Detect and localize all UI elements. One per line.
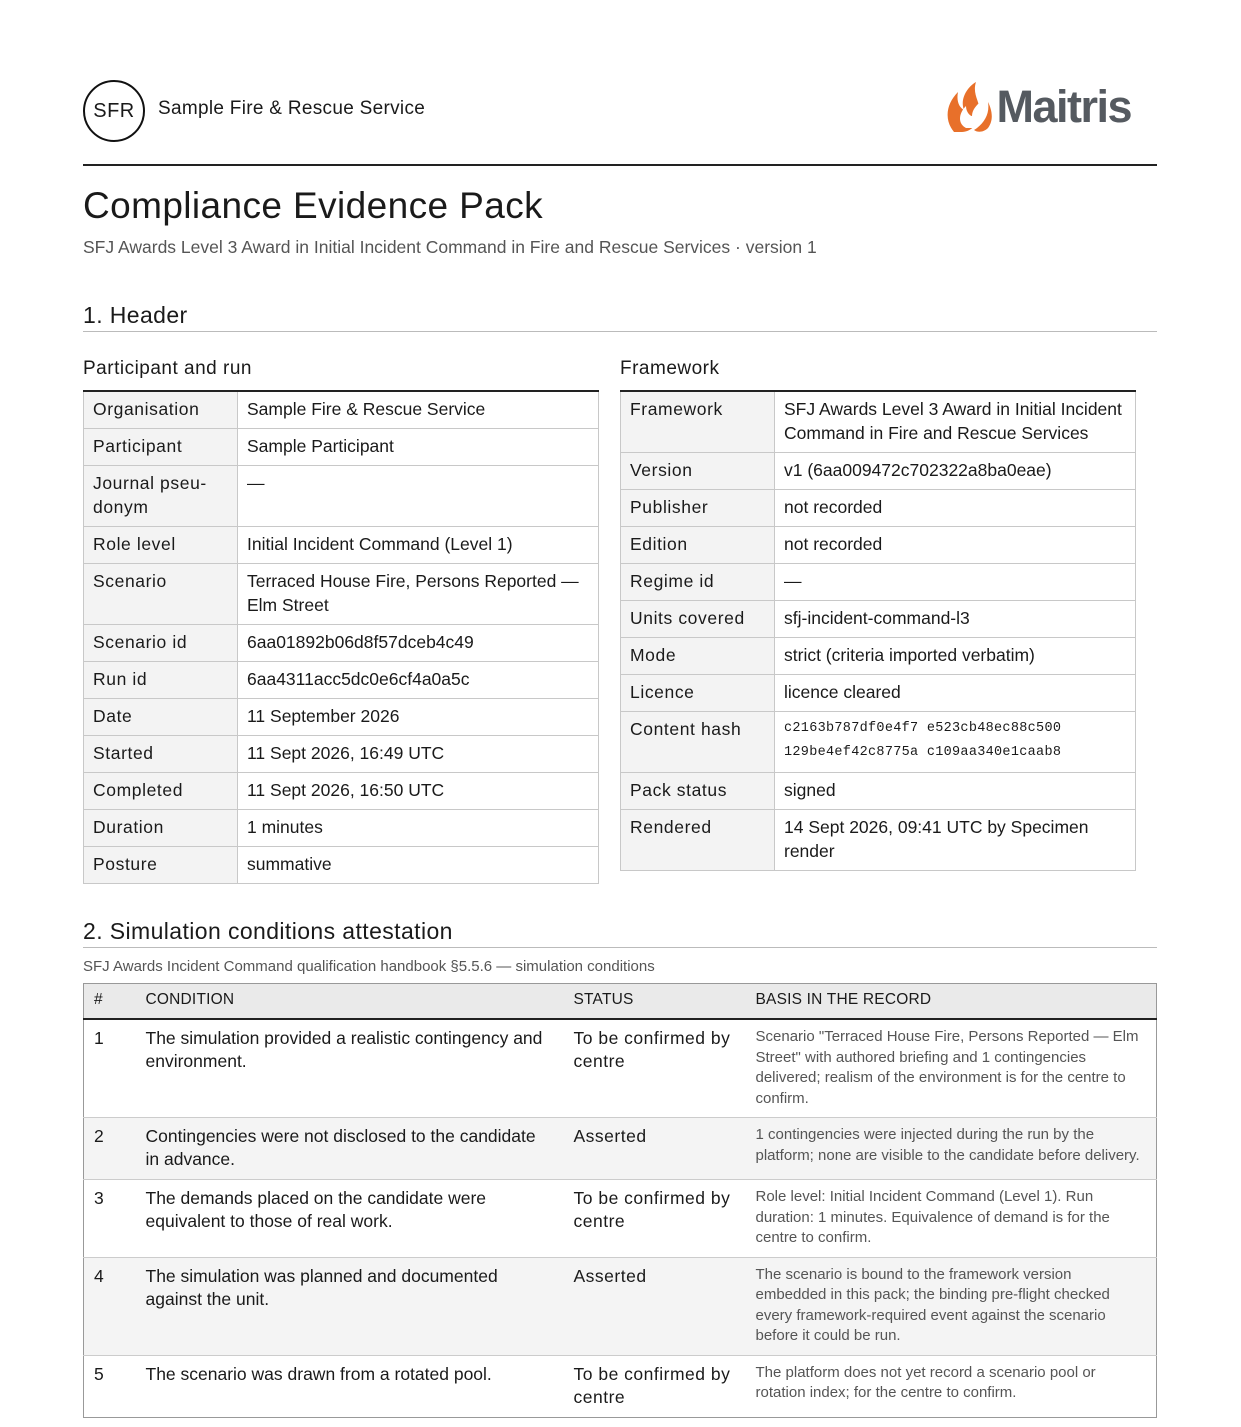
participant-value: 1 minutes bbox=[238, 810, 599, 847]
framework-row bbox=[621, 490, 1136, 527]
framework-row bbox=[621, 675, 1136, 712]
condition-status: To be confirmed by centre bbox=[564, 1355, 746, 1417]
condition-row bbox=[84, 1019, 1157, 1118]
framework-label: Content hash bbox=[621, 712, 775, 773]
framework-value: c2163b787df0e4f7 e523cb48ec88c500 129be4ef42c8775a c109aa340e1caab8 bbox=[775, 712, 1136, 773]
framework-row bbox=[621, 773, 1136, 810]
participant-row bbox=[84, 662, 599, 699]
condition-status: Asserted bbox=[564, 1257, 746, 1355]
participant-row bbox=[84, 699, 599, 736]
condition-text: The demands placed on the candidate were equivalent to those of real work. bbox=[136, 1180, 564, 1258]
participant-row bbox=[84, 429, 599, 466]
column-header-condition: CONDITION bbox=[136, 984, 564, 1020]
participant-value: 11 Sept 2026, 16:50 UTC bbox=[238, 773, 599, 810]
framework-label: Regime id bbox=[621, 564, 775, 601]
participant-label: Scenario id bbox=[84, 625, 238, 662]
framework-table bbox=[620, 390, 1136, 871]
framework-table-title: Framework bbox=[620, 358, 720, 379]
participant-label: Scenario bbox=[84, 564, 238, 625]
document-header bbox=[83, 0, 1157, 166]
condition-number: 4 bbox=[84, 1257, 136, 1355]
framework-label: Rendered bbox=[621, 810, 775, 871]
participant-row bbox=[84, 564, 599, 625]
framework-row bbox=[621, 810, 1136, 871]
framework-value: v1 (6aa009472c702322a8ba0eae) bbox=[775, 453, 1136, 490]
condition-row bbox=[84, 1118, 1157, 1180]
framework-value: 14 Sept 2026, 09:41 UTC by Specimen render bbox=[775, 810, 1136, 871]
participant-value: 11 Sept 2026, 16:49 UTC bbox=[238, 736, 599, 773]
framework-value: licence cleared bbox=[775, 675, 1136, 712]
participant-label: Completed bbox=[84, 773, 238, 810]
participant-label: Date bbox=[84, 699, 238, 736]
condition-text: The scenario was drawn from a rotated pool. bbox=[136, 1355, 564, 1417]
framework-row bbox=[621, 712, 1136, 773]
maitris-logo bbox=[944, 80, 1131, 134]
participant-row bbox=[84, 466, 599, 527]
participant-label: Participant bbox=[84, 429, 238, 466]
framework-label: Publisher bbox=[621, 490, 775, 527]
flame-icon bbox=[944, 80, 994, 134]
condition-basis: The scenario is bound to the framework version embedded in this pack; the binding pre-flight checked every framework-required event against the scenario before it could be run. bbox=[746, 1257, 1157, 1355]
condition-number: 1 bbox=[84, 1019, 136, 1118]
framework-value: sfj-incident-command-l3 bbox=[775, 601, 1136, 638]
conditions-table bbox=[83, 983, 1157, 1418]
framework-label: Licence bbox=[621, 675, 775, 712]
framework-label: Pack status bbox=[621, 773, 775, 810]
framework-label: Mode bbox=[621, 638, 775, 675]
framework-label: Units covered bbox=[621, 601, 775, 638]
framework-value: signed bbox=[775, 773, 1136, 810]
framework-row bbox=[621, 564, 1136, 601]
participant-row bbox=[84, 773, 599, 810]
participant-row bbox=[84, 847, 599, 884]
participant-value: Sample Participant bbox=[238, 429, 599, 466]
participant-value: — bbox=[238, 466, 599, 527]
framework-row bbox=[621, 601, 1136, 638]
document-page bbox=[83, 0, 1157, 1407]
condition-row bbox=[84, 1355, 1157, 1417]
framework-value: not recorded bbox=[775, 527, 1136, 564]
section-2-source: SFJ Awards Incident Command qualification handbook §5.5.6 — simulation conditions bbox=[83, 958, 655, 975]
participant-value: summative bbox=[238, 847, 599, 884]
section-1-title: 1. Header bbox=[83, 302, 1157, 332]
condition-basis: 1 contingencies were injected during the run by the platform; none are visible to the candidate before delivery. bbox=[746, 1118, 1157, 1180]
framework-value: — bbox=[775, 564, 1136, 601]
condition-basis: Scenario "Terraced House Fire, Persons Reported — Elm Street" with authored briefing and 1 contingencies delivered; realism of the environment is for the centre to confirm. bbox=[746, 1019, 1157, 1118]
page-subtitle: SFJ Awards Level 3 Award in Initial Incident Command in Fire and Rescue Services · version 1 bbox=[83, 237, 817, 257]
condition-row bbox=[84, 1180, 1157, 1258]
condition-basis: Role level: Initial Incident Command (Level 1). Run duration: 1 minutes. Equivalence of demand is for the centre to confirm. bbox=[746, 1180, 1157, 1258]
framework-label: Framework bbox=[621, 391, 775, 453]
participant-row bbox=[84, 391, 599, 429]
framework-row bbox=[621, 391, 1136, 453]
condition-status: Asserted bbox=[564, 1118, 746, 1180]
participant-table-title: Participant and run bbox=[83, 358, 252, 379]
participant-value: Initial Incident Command (Level 1) bbox=[238, 527, 599, 564]
participant-row bbox=[84, 625, 599, 662]
participant-value: 11 September 2026 bbox=[238, 699, 599, 736]
participant-row bbox=[84, 736, 599, 773]
participant-table bbox=[83, 390, 599, 884]
column-header-basis: BASIS IN THE RECORD bbox=[746, 984, 1157, 1020]
participant-value: Sample Fire & Rescue Service bbox=[238, 391, 599, 429]
page-title: Compliance Evidence Pack bbox=[83, 185, 543, 226]
column-header-status: STATUS bbox=[564, 984, 746, 1020]
section-2-title: 2. Simulation conditions attestation bbox=[83, 918, 1157, 948]
organisation-badge: SFR bbox=[83, 80, 145, 142]
column-header-number: # bbox=[84, 984, 136, 1020]
condition-status: To be confirmed by centre bbox=[564, 1180, 746, 1258]
condition-number: 3 bbox=[84, 1180, 136, 1258]
framework-value: SFJ Awards Level 3 Award in Initial Incident Command in Fire and Rescue Services bbox=[775, 391, 1136, 453]
condition-number: 5 bbox=[84, 1355, 136, 1417]
framework-label: Edition bbox=[621, 527, 775, 564]
framework-row bbox=[621, 638, 1136, 675]
participant-value: Terraced House Fire, Persons Reported — Elm Street bbox=[238, 564, 599, 625]
condition-status: To be confirmed by centre bbox=[564, 1019, 746, 1118]
participant-value: 6aa01892b06d8f57dceb4c49 bbox=[238, 625, 599, 662]
condition-row bbox=[84, 1257, 1157, 1355]
participant-row bbox=[84, 527, 599, 564]
participant-row bbox=[84, 810, 599, 847]
framework-label: Version bbox=[621, 453, 775, 490]
framework-value: strict (criteria imported verbatim) bbox=[775, 638, 1136, 675]
participant-label: Duration bbox=[84, 810, 238, 847]
condition-number: 2 bbox=[84, 1118, 136, 1180]
participant-value: 6aa4311acc5dc0e6cf4a0a5c bbox=[238, 662, 599, 699]
participant-label: Organisation bbox=[84, 391, 238, 429]
participant-label: Run id bbox=[84, 662, 238, 699]
condition-text: The simulation provided a realistic contingency and environment. bbox=[136, 1019, 564, 1118]
condition-text: Contingencies were not disclosed to the candidate in advance. bbox=[136, 1118, 564, 1180]
participant-label: Role level bbox=[84, 527, 238, 564]
participant-label: Started bbox=[84, 736, 238, 773]
framework-row bbox=[621, 453, 1136, 490]
participant-label: Journal pseu-donym bbox=[84, 466, 238, 527]
condition-text: The simulation was planned and documented against the unit. bbox=[136, 1257, 564, 1355]
framework-value: not recorded bbox=[775, 490, 1136, 527]
framework-row bbox=[621, 527, 1136, 564]
organisation-name: Sample Fire & Rescue Service bbox=[158, 98, 426, 119]
condition-basis: The platform does not yet record a scenario pool or rotation index; for the centre to confirm. bbox=[746, 1355, 1157, 1417]
brand-name: Maitris bbox=[996, 81, 1131, 132]
participant-label: Posture bbox=[84, 847, 238, 884]
